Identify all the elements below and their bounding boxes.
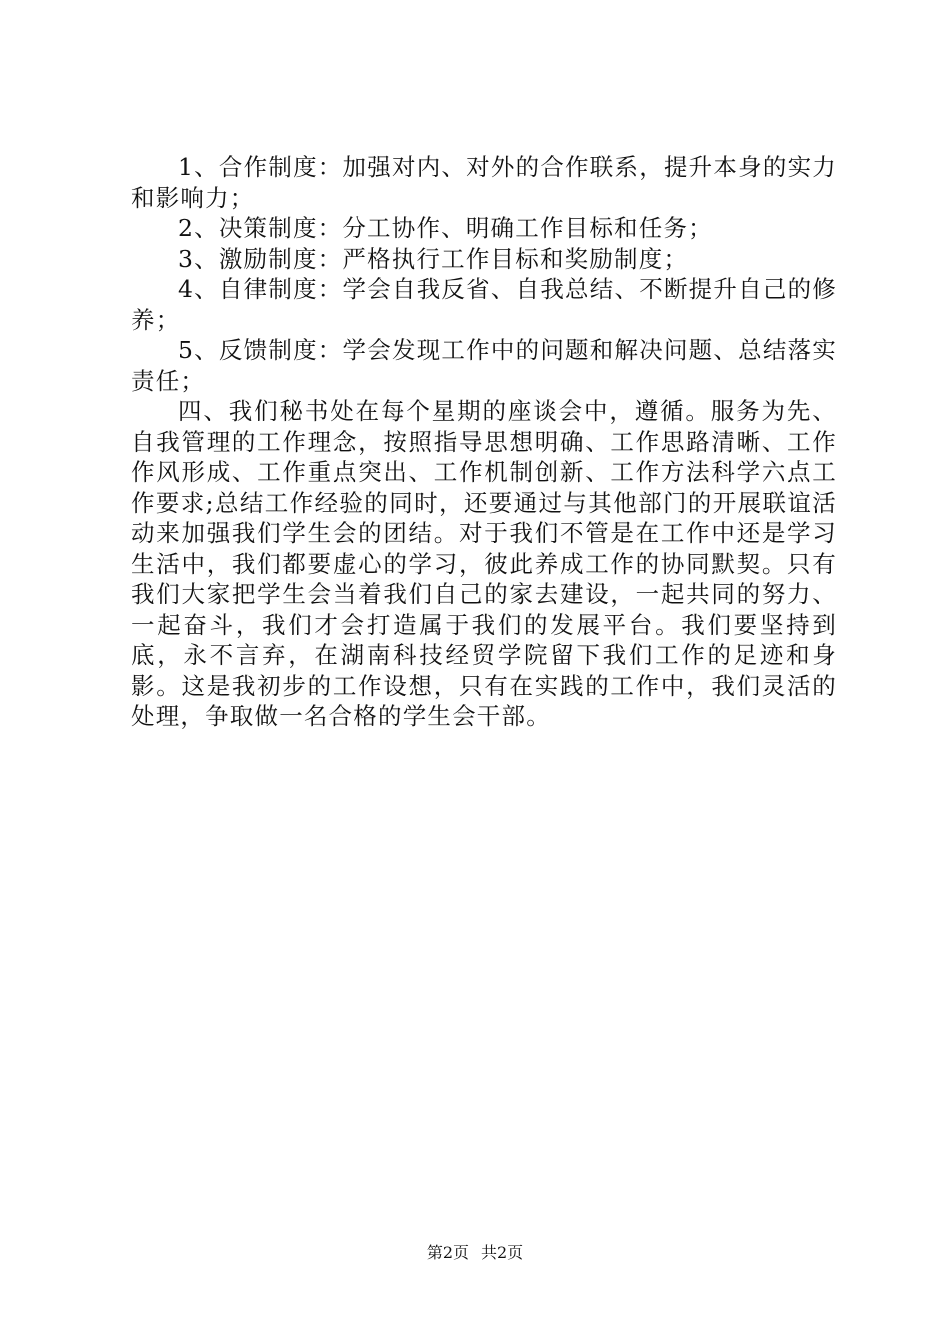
paragraph-section-four: 四、我们秘书处在每个星期的座谈会中，遵循。服务为先、自我管理的工作理念，按照指导思想明确、工作思路清晰、工作作风形成、工作重点突出、工作机制创新、工作方法科学六点工作要求;总结工作经验的同时，还要通过与其他部门的开展联谊活动来加强我们学生会的团结。对于我们不管是在工作中还是学习生活中，我们都要虚心的学习，彼此养成工作的协同默契。只有我们大家把学生会当着我们自己的家去建设，一起共同的努力、一起奋斗，我们才会打造属于我们的发展平台。我们要坚持到底，永不言弃，在湖南科技经贸学院留下我们工作的足迹和身影。这是我初步的工作设想，只有在实践的工作中，我们灵活的处理，争取做一名合格的学生会干部。 xyxy=(131,397,837,730)
paragraph-cooperation-system: 1、合作制度：加强对内、对外的合作联系，提升本身的实力和影响力； xyxy=(131,153,837,212)
page-number-current: 第2页 xyxy=(426,1243,469,1262)
document-body xyxy=(131,152,837,732)
paragraph-self-discipline-system: 4、自律制度：学会自我反省、自我总结、不断提升自己的修养； xyxy=(131,275,837,334)
paragraph-decision-system: 2、决策制度：分工协作、明确工作目标和任务； xyxy=(178,214,713,242)
page-footer xyxy=(0,1243,950,1263)
paragraph-feedback-system: 5、反馈制度：学会发现工作中的问题和解决问题、总结落实责任； xyxy=(131,336,837,395)
paragraph-incentive-system: 3、激励制度：严格执行工作目标和奖励制度； xyxy=(178,244,689,273)
page-number-total: 共2页 xyxy=(481,1243,524,1262)
